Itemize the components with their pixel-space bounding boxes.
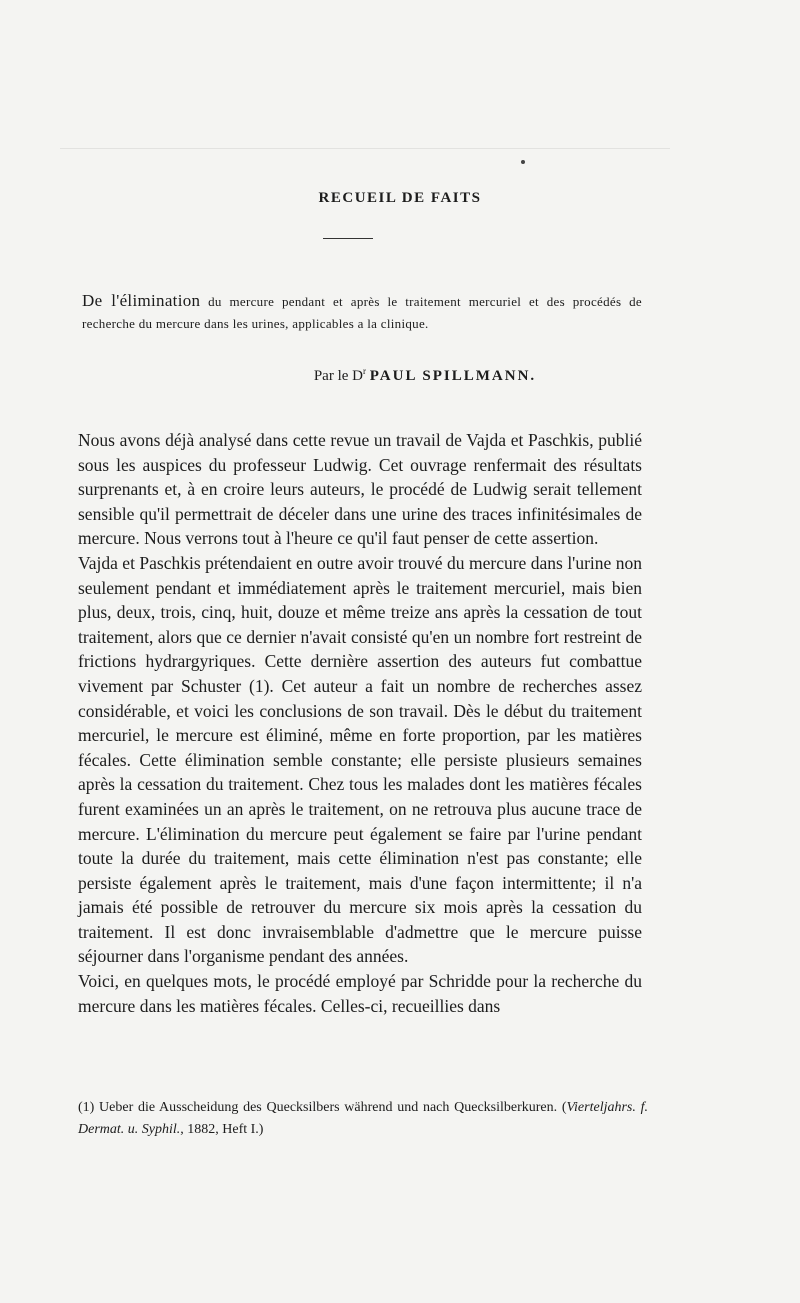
article-body — [78, 428, 642, 1018]
footnote-text: Ueber die Ausscheidung des Quecksilbers während und nach Quecksilberkuren. ( — [94, 1100, 567, 1115]
footnote-journal: Vierteljahrs. f. Dermat. u. Syphil. — [78, 1100, 648, 1137]
author-name: PAUL SPILLMANN. — [369, 368, 537, 384]
paragraph-2: Vajda et Paschkis prétendaient en outre avoir trouvé du mercure dans l'urine non seulement pendant et immédiatement après le traitement mercuriel, mais bien plus, deux, trois, cinq, huit, douze et même treize ans après la cessation de tout traitement, alors que ce dernier n'avait consisté qu'en un nombre fort restreint de frictions hydrargyriques. Cette dernière assertion des auteurs fut combattue vivement par Schuster (1). Cet auteur a fait un nombre de recherches assez considérable, et voici les conclusions de son travail. Dès le début du traitement mercuriel, le mercure est éliminé, même en forte proportion, par les matières fécales. Cette élimination semble constante; elle persiste plusieurs semaines après la cessation du traitement. Chez tous les malades dont les matières fécales furent examinées un an après le traitement, on ne retrouva plus aucune trace de mercure. L'élimination du mercure peut également se faire par l'urine pendant toute la durée du traitement, mais cette élimination n'est pas constante; elle persiste également après le traitement, mais d'une façon intermittente; il n'a jamais été possible de retrouver du mercure six mois après la cessation du traitement. Il est donc invraisemblable d'admettre que le mercure puisse séjourner dans l'organisme pendant des années. — [78, 552, 642, 967]
byline-sup: r — [363, 366, 366, 376]
heading-rule — [323, 238, 373, 239]
footnote-tail: , 1882, Heft I.) — [180, 1122, 264, 1137]
section-heading: RECUEIL DE FAITS — [318, 190, 482, 206]
paragraph-1: Nous avons déjà analysé dans cette revue un travail de Vajda et Paschkis, publié sous les auspices du professeur Ludwig. Cet ouvrage renfermait des résultats surprenants et, à en croire leurs auteurs, le procédé de Ludwig serait tellement sensible qu'il permettrait de déceler dans une urine des traces infinitésimales de mercure. Nous verrons tout à l'heure ce qu'il faut penser de cette assertion. — [78, 430, 642, 549]
byline — [0, 366, 800, 385]
byline-prefix: Par le D — [313, 368, 363, 384]
article-title-rest: du mercure pendant et après le traitement mercuriel et des procédés de recherche du mercure dans les urines, applicables a la clinique. — [82, 294, 643, 331]
article-title-lead: De l'élimination — [82, 291, 201, 310]
bleed-through-rule — [60, 148, 670, 149]
article-title — [82, 290, 642, 335]
footnote-marker: (1) — [78, 1100, 95, 1115]
ink-speck — [521, 160, 525, 164]
paragraph-3: Voici, en quelques mots, le procédé employé par Schridde pour la recherche du mercure dans les matières fécales. Celles-ci, recueillies dans — [78, 971, 642, 1016]
footnote — [78, 1097, 648, 1141]
